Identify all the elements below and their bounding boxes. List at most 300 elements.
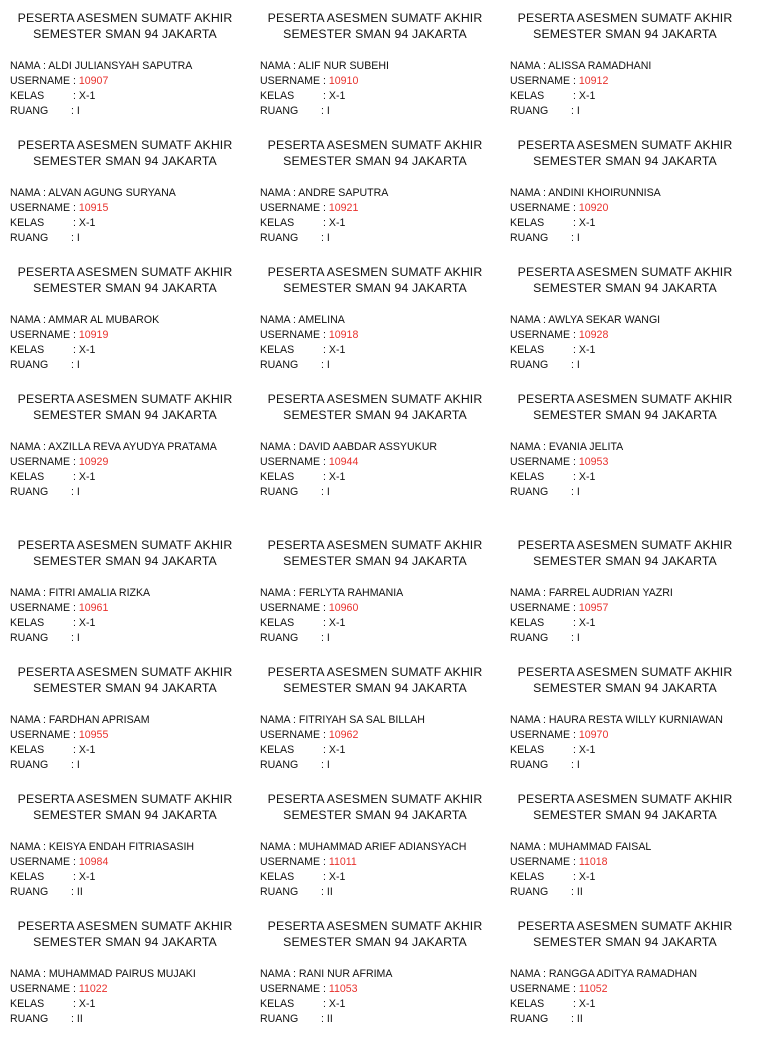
username-field <box>260 74 358 89</box>
nama-label: NAMA : <box>510 587 549 599</box>
kelas-label: KELAS <box>510 744 545 756</box>
ruang-field <box>10 358 80 373</box>
kelas-field <box>510 343 595 358</box>
ruang-value: II <box>326 886 333 898</box>
ruang-field <box>10 885 83 900</box>
nama-value: ANDINI KHOIRUNNISA <box>548 187 661 199</box>
nama-value: AMELINA <box>298 314 345 326</box>
ruang-separator: : <box>321 232 327 244</box>
card-title <box>500 137 750 169</box>
ruang-label: RUANG <box>10 632 49 644</box>
kelas-label: KELAS <box>510 998 545 1010</box>
nama-field <box>510 59 651 74</box>
nama-label: NAMA : <box>510 314 549 326</box>
nama-value: ALISSA RAMADHANI <box>548 60 652 72</box>
ruang-label: RUANG <box>260 1013 299 1025</box>
participant-card <box>500 258 750 384</box>
ruang-label: RUANG <box>510 105 549 117</box>
kelas-value: X-1 <box>328 344 346 356</box>
kelas-label: KELAS <box>510 617 545 629</box>
card-title-line1: PESERTA ASESMEN SUMATF AKHIR <box>517 11 733 25</box>
kelas-field <box>10 870 95 885</box>
username-field <box>510 74 608 89</box>
nama-field <box>10 186 176 201</box>
kelas-separator: : <box>573 344 579 356</box>
username-value: 11052 <box>578 983 608 995</box>
username-value: 10962 <box>328 729 359 741</box>
kelas-field <box>260 343 345 358</box>
nama-value: RANGGA ADITYA RAMADHAN <box>548 968 698 980</box>
ruang-field <box>260 231 330 246</box>
kelas-separator: : <box>323 217 329 229</box>
kelas-field <box>510 89 595 104</box>
ruang-field <box>510 358 580 373</box>
participant-card <box>250 531 500 657</box>
nama-value: FERLYTA RAHMANIA <box>298 587 404 599</box>
username-label: USERNAME : <box>10 329 79 341</box>
card-title-line1: PESERTA ASESMEN SUMATF AKHIR <box>267 538 483 552</box>
nama-value: MUHAMMAD PAIRUS MUJAKI <box>48 968 196 980</box>
nama-value: EVANIA JELITA <box>548 441 624 453</box>
card-title-line1: PESERTA ASESMEN SUMATF AKHIR <box>17 265 233 279</box>
participant-card <box>500 385 750 511</box>
nama-field <box>510 713 723 728</box>
username-label: USERNAME : <box>10 602 79 614</box>
username-value: 10918 <box>328 329 359 341</box>
ruang-value: I <box>326 486 330 498</box>
ruang-label: RUANG <box>510 232 549 244</box>
username-value: 10919 <box>78 329 109 341</box>
kelas-label: KELAS <box>10 471 45 483</box>
username-value: 10953 <box>578 456 609 468</box>
kelas-field <box>10 997 95 1012</box>
kelas-value: X-1 <box>578 998 596 1010</box>
kelas-value: X-1 <box>578 871 596 883</box>
ruang-separator: : <box>71 105 77 117</box>
kelas-field <box>510 997 595 1012</box>
username-field <box>10 982 108 997</box>
kelas-separator: : <box>573 871 579 883</box>
kelas-separator: : <box>323 871 329 883</box>
kelas-label: KELAS <box>260 471 295 483</box>
ruang-label: RUANG <box>10 759 49 771</box>
kelas-field <box>510 216 595 231</box>
participant-card <box>0 258 250 384</box>
username-field <box>510 982 608 997</box>
card-title <box>0 391 250 423</box>
nama-field <box>260 713 425 728</box>
username-value: 10957 <box>578 602 609 614</box>
nama-field <box>260 967 392 982</box>
nama-field <box>510 840 651 855</box>
card-title <box>250 918 500 950</box>
card-title-line2: SEMESTER SMAN 94 JAKARTA <box>283 27 467 41</box>
kelas-separator: : <box>73 617 79 629</box>
nama-value: KEISYA ENDAH FITRIASASIH <box>48 841 195 853</box>
nama-value: FITRIYAH SA SAL BILLAH <box>298 714 425 726</box>
username-label: USERNAME : <box>260 602 329 614</box>
kelas-label: KELAS <box>260 617 295 629</box>
nama-field <box>10 840 194 855</box>
card-title-line1: PESERTA ASESMEN SUMATF AKHIR <box>267 265 483 279</box>
card-title <box>500 537 750 569</box>
ruang-field <box>260 885 333 900</box>
card-title <box>0 791 250 823</box>
kelas-label: KELAS <box>510 217 545 229</box>
kelas-field <box>260 743 345 758</box>
kelas-separator: : <box>323 744 329 756</box>
kelas-value: X-1 <box>328 471 346 483</box>
card-title <box>250 10 500 42</box>
card-title <box>250 537 500 569</box>
ruang-label: RUANG <box>260 105 299 117</box>
username-field <box>10 74 108 89</box>
participant-card <box>0 131 250 257</box>
card-title <box>500 264 750 296</box>
card-title-line1: PESERTA ASESMEN SUMATF AKHIR <box>17 138 233 152</box>
card-title-line1: PESERTA ASESMEN SUMATF AKHIR <box>267 919 483 933</box>
ruang-field <box>510 885 583 900</box>
card-title-line1: PESERTA ASESMEN SUMATF AKHIR <box>517 392 733 406</box>
kelas-value: X-1 <box>578 90 596 102</box>
ruang-separator: : <box>321 759 327 771</box>
card-title-line2: SEMESTER SMAN 94 JAKARTA <box>283 935 467 949</box>
kelas-field <box>10 216 95 231</box>
ruang-separator: : <box>321 359 327 371</box>
username-value: 10944 <box>328 456 359 468</box>
card-title-line1: PESERTA ASESMEN SUMATF AKHIR <box>267 792 483 806</box>
username-label: USERNAME : <box>10 456 79 468</box>
nama-value: ANDRE SAPUTRA <box>298 187 389 199</box>
ruang-field <box>10 231 80 246</box>
nama-label: NAMA : <box>260 587 299 599</box>
kelas-value: X-1 <box>78 90 96 102</box>
nama-value: ALDI JULIANSYAH SAPUTRA <box>48 60 193 72</box>
card-title <box>0 10 250 42</box>
ruang-label: RUANG <box>10 886 49 898</box>
card-title <box>250 391 500 423</box>
ruang-separator: : <box>571 105 577 117</box>
username-value: 10955 <box>78 729 109 741</box>
ruang-value: I <box>76 632 80 644</box>
card-title <box>0 918 250 950</box>
nama-value: MUHAMMAD ARIEF ADIANSYACH <box>298 841 467 853</box>
ruang-value: I <box>76 486 80 498</box>
nama-label: NAMA : <box>10 587 49 599</box>
ruang-separator: : <box>71 359 77 371</box>
ruang-label: RUANG <box>260 486 299 498</box>
nama-field <box>10 967 196 982</box>
kelas-value: X-1 <box>328 617 346 629</box>
kelas-value: X-1 <box>78 217 96 229</box>
username-value: 10910 <box>328 75 359 87</box>
nama-label: NAMA : <box>260 187 299 199</box>
ruang-separator: : <box>321 1013 327 1025</box>
username-value: 10915 <box>78 202 109 214</box>
nama-label: NAMA : <box>10 714 49 726</box>
kelas-label: KELAS <box>260 744 295 756</box>
nama-label: NAMA : <box>510 441 549 453</box>
ruang-field <box>260 358 330 373</box>
nama-field <box>260 313 345 328</box>
kelas-value: X-1 <box>328 217 346 229</box>
ruang-separator: : <box>321 486 327 498</box>
kelas-label: KELAS <box>510 871 545 883</box>
ruang-value: I <box>326 632 330 644</box>
kelas-field <box>260 870 345 885</box>
kelas-separator: : <box>323 998 329 1010</box>
ruang-field <box>260 631 330 646</box>
ruang-value: II <box>326 1013 333 1025</box>
username-field <box>260 601 358 616</box>
ruang-value: I <box>326 359 330 371</box>
participant-card <box>250 658 500 784</box>
card-title-line2: SEMESTER SMAN 94 JAKARTA <box>283 681 467 695</box>
kelas-field <box>510 616 595 631</box>
username-value: 10984 <box>78 856 109 868</box>
ruang-value: I <box>76 105 80 117</box>
card-title-line1: PESERTA ASESMEN SUMATF AKHIR <box>17 392 233 406</box>
kelas-separator: : <box>573 744 579 756</box>
participant-card <box>500 658 750 784</box>
participant-card <box>500 785 750 911</box>
card-title-line1: PESERTA ASESMEN SUMATF AKHIR <box>517 792 733 806</box>
card-title-line1: PESERTA ASESMEN SUMATF AKHIR <box>517 138 733 152</box>
ruang-label: RUANG <box>510 486 549 498</box>
username-label: USERNAME : <box>260 75 329 87</box>
card-title <box>500 791 750 823</box>
kelas-separator: : <box>73 744 79 756</box>
username-value: 11053 <box>328 983 358 995</box>
nama-label: NAMA : <box>260 841 299 853</box>
ruang-field <box>510 758 580 773</box>
kelas-value: X-1 <box>78 617 96 629</box>
username-value: 10970 <box>578 729 609 741</box>
participant-card <box>250 258 500 384</box>
ruang-value: I <box>576 232 580 244</box>
kelas-field <box>260 216 345 231</box>
ruang-field <box>510 485 580 500</box>
username-label: USERNAME : <box>510 329 579 341</box>
card-title-line2: SEMESTER SMAN 94 JAKARTA <box>33 554 217 568</box>
kelas-label: KELAS <box>10 744 45 756</box>
participant-card <box>0 4 250 130</box>
ruang-separator: : <box>571 232 577 244</box>
nama-label: NAMA : <box>510 841 549 853</box>
kelas-value: X-1 <box>78 998 96 1010</box>
card-title-line2: SEMESTER SMAN 94 JAKARTA <box>33 681 217 695</box>
nama-label: NAMA : <box>510 187 549 199</box>
username-label: USERNAME : <box>510 75 579 87</box>
nama-value: AMMAR AL MUBAROK <box>48 314 160 326</box>
username-field <box>260 982 358 997</box>
kelas-value: X-1 <box>578 744 596 756</box>
username-label: USERNAME : <box>10 75 79 87</box>
ruang-value: II <box>76 1013 83 1025</box>
kelas-value: X-1 <box>328 871 346 883</box>
nama-field <box>510 586 673 601</box>
kelas-separator: : <box>573 217 579 229</box>
nama-field <box>260 586 403 601</box>
kelas-label: KELAS <box>260 871 295 883</box>
ruang-label: RUANG <box>510 632 549 644</box>
username-value: 11022 <box>78 983 108 995</box>
nama-label: NAMA : <box>510 968 549 980</box>
nama-value: DAVID AABDAR ASSYUKUR <box>298 441 438 453</box>
card-title-line2: SEMESTER SMAN 94 JAKARTA <box>533 408 717 422</box>
username-field <box>260 455 358 470</box>
participant-card <box>500 4 750 130</box>
ruang-separator: : <box>571 632 577 644</box>
kelas-label: KELAS <box>10 217 45 229</box>
kelas-separator: : <box>73 90 79 102</box>
ruang-separator: : <box>571 759 577 771</box>
kelas-value: X-1 <box>328 744 346 756</box>
ruang-value: I <box>576 359 580 371</box>
card-title-line1: PESERTA ASESMEN SUMATF AKHIR <box>267 11 483 25</box>
username-value: 10907 <box>78 75 109 87</box>
kelas-label: KELAS <box>260 217 295 229</box>
kelas-value: X-1 <box>328 90 346 102</box>
ruang-value: II <box>76 886 83 898</box>
ruang-separator: : <box>71 1013 77 1025</box>
nama-value: HAURA RESTA WILLY KURNIAWAN <box>548 714 723 726</box>
username-label: USERNAME : <box>510 456 579 468</box>
card-title-line1: PESERTA ASESMEN SUMATF AKHIR <box>17 919 233 933</box>
kelas-value: X-1 <box>578 617 596 629</box>
username-field <box>260 201 358 216</box>
ruang-label: RUANG <box>10 486 49 498</box>
card-title-line2: SEMESTER SMAN 94 JAKARTA <box>533 554 717 568</box>
username-field <box>510 855 608 870</box>
username-label: USERNAME : <box>260 456 329 468</box>
kelas-value: X-1 <box>328 998 346 1010</box>
card-title-line2: SEMESTER SMAN 94 JAKARTA <box>533 935 717 949</box>
nama-label: NAMA : <box>260 314 299 326</box>
username-field <box>260 728 358 743</box>
ruang-label: RUANG <box>260 232 299 244</box>
ruang-value: II <box>576 1013 583 1025</box>
ruang-value: I <box>326 232 330 244</box>
ruang-value: I <box>576 632 580 644</box>
participant-card <box>0 385 250 511</box>
card-title-line1: PESERTA ASESMEN SUMATF AKHIR <box>17 11 233 25</box>
ruang-field <box>510 104 580 119</box>
nama-field <box>510 967 697 982</box>
kelas-value: X-1 <box>78 471 96 483</box>
username-field <box>510 328 608 343</box>
kelas-field <box>10 343 95 358</box>
nama-label: NAMA : <box>510 714 549 726</box>
card-title-line1: PESERTA ASESMEN SUMATF AKHIR <box>517 265 733 279</box>
username-field <box>10 728 108 743</box>
username-label: USERNAME : <box>510 983 579 995</box>
card-title <box>500 918 750 950</box>
ruang-separator: : <box>321 632 327 644</box>
ruang-separator: : <box>71 759 77 771</box>
username-label: USERNAME : <box>10 202 79 214</box>
ruang-field <box>10 758 80 773</box>
ruang-field <box>510 231 580 246</box>
ruang-field <box>10 485 80 500</box>
ruang-value: I <box>76 359 80 371</box>
card-title-line1: PESERTA ASESMEN SUMATF AKHIR <box>17 792 233 806</box>
nama-label: NAMA : <box>10 441 49 453</box>
card-title <box>250 137 500 169</box>
ruang-label: RUANG <box>260 632 299 644</box>
nama-value: FARREL AUDRIAN YAZRI <box>548 587 673 599</box>
kelas-label: KELAS <box>510 471 545 483</box>
nama-field <box>260 59 389 74</box>
nama-label: NAMA : <box>10 841 49 853</box>
nama-field <box>10 713 150 728</box>
card-title <box>0 664 250 696</box>
kelas-separator: : <box>73 471 79 483</box>
card-title <box>500 664 750 696</box>
kelas-field <box>260 470 345 485</box>
ruang-value: I <box>576 759 580 771</box>
ruang-separator: : <box>571 486 577 498</box>
kelas-separator: : <box>323 344 329 356</box>
ruang-label: RUANG <box>260 359 299 371</box>
card-title-line2: SEMESTER SMAN 94 JAKARTA <box>33 935 217 949</box>
nama-value: FARDHAN APRISAM <box>48 714 150 726</box>
nama-label: NAMA : <box>10 60 49 72</box>
card-title-line2: SEMESTER SMAN 94 JAKARTA <box>33 154 217 168</box>
nama-field <box>510 313 660 328</box>
kelas-value: X-1 <box>578 471 596 483</box>
username-field <box>10 601 108 616</box>
card-title-line1: PESERTA ASESMEN SUMATF AKHIR <box>517 919 733 933</box>
ruang-value: II <box>576 886 583 898</box>
nama-label: NAMA : <box>260 60 299 72</box>
card-title <box>0 264 250 296</box>
participant-card <box>250 131 500 257</box>
kelas-value: X-1 <box>78 344 96 356</box>
ruang-separator: : <box>321 886 327 898</box>
nama-value: ALVAN AGUNG SURYANA <box>48 187 176 199</box>
ruang-value: I <box>76 232 80 244</box>
kelas-label: KELAS <box>10 871 45 883</box>
kelas-separator: : <box>323 471 329 483</box>
nama-value: RANI NUR AFRIMA <box>298 968 393 980</box>
kelas-separator: : <box>73 998 79 1010</box>
kelas-separator: : <box>573 471 579 483</box>
kelas-field <box>10 89 95 104</box>
username-field <box>510 201 608 216</box>
ruang-value: I <box>326 105 330 117</box>
kelas-separator: : <box>323 617 329 629</box>
card-title <box>0 137 250 169</box>
kelas-field <box>10 616 95 631</box>
kelas-separator: : <box>73 871 79 883</box>
kelas-label: KELAS <box>10 344 45 356</box>
ruang-label: RUANG <box>510 886 549 898</box>
kelas-field <box>260 997 345 1012</box>
nama-value: FITRI AMALIA RIZKA <box>48 587 151 599</box>
nama-label: NAMA : <box>260 441 299 453</box>
participant-card <box>0 658 250 784</box>
nama-field <box>510 186 661 201</box>
ruang-label: RUANG <box>510 359 549 371</box>
card-title-line2: SEMESTER SMAN 94 JAKARTA <box>533 27 717 41</box>
kelas-field <box>10 743 95 758</box>
participant-card <box>500 531 750 657</box>
ruang-value: I <box>576 105 580 117</box>
participant-card <box>0 785 250 911</box>
ruang-separator: : <box>571 1013 577 1025</box>
ruang-field <box>260 1012 333 1027</box>
